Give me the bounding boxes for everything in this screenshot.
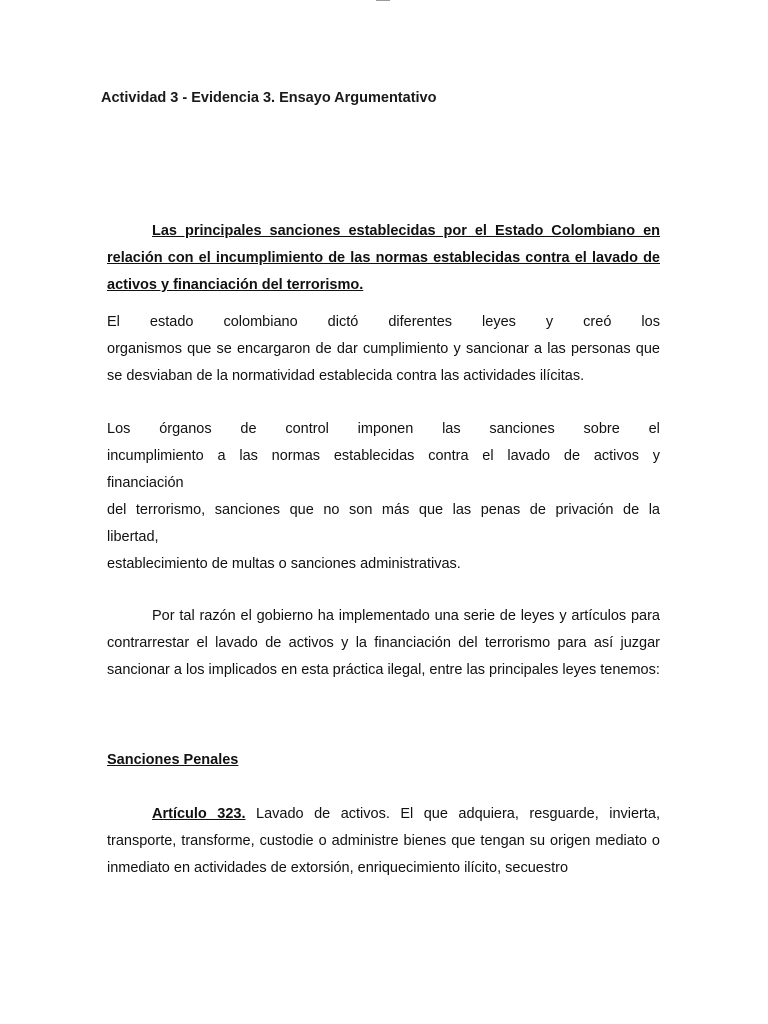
word: creó (583, 314, 612, 330)
word: el (648, 421, 660, 437)
word: estado (149, 314, 194, 330)
paragraph-2-line-3: financiación (107, 475, 184, 491)
article-paragraph (107, 801, 660, 882)
word: sobre (583, 421, 620, 437)
paragraph-2-line-2: incumplimiento a las normas establecidas contra el lavado de activos y (107, 448, 660, 464)
section-title (107, 747, 660, 774)
word: los (641, 314, 660, 330)
word: diferentes (388, 314, 453, 330)
paragraph-2-line-5: libertad, (107, 529, 159, 545)
page-top-mark (376, 0, 390, 1)
paragraph-1-rest: organismos que se encargaron de dar cumplimiento y sancionar a las personas que se desviaban de la normatividad establecida contra las actividades ilícitas. (107, 341, 660, 384)
word: control (285, 421, 329, 437)
document-title: Actividad 3 - Evidencia 3. Ensayo Argumentativo (101, 90, 437, 106)
word: El (107, 314, 120, 330)
article-text: Lavado de activos. El que adquiera, resguarde, invierta, transporte, transforme, custodie o administre bienes que tengan su origen mediato o inmediato en actividades de extorsión, enriquecimiento ilícito, secuestro (107, 806, 660, 876)
word: de (240, 421, 257, 437)
paragraph-2 (107, 416, 660, 578)
essay-heading-text: Las principales sanciones establecidas por el Estado Colombiano en relación con el incumplimiento de las normas establecidas contra el lavado de activos y financiación del terrorismo. (107, 223, 660, 293)
paragraph-2-first-line (107, 416, 660, 443)
word: leyes (482, 314, 516, 330)
article-label: Artículo 323. (152, 806, 246, 822)
essay-heading (107, 218, 660, 299)
paragraph-2-line-6: establecimiento de multas o sanciones administrativas. (107, 556, 461, 572)
word: dictó (327, 314, 359, 330)
word: sanciones (489, 421, 555, 437)
paragraph-1 (107, 309, 660, 390)
word: imponen (357, 421, 414, 437)
paragraph-2-line-4: del terrorismo, sanciones que no son más que las penas de privación de la (107, 502, 660, 518)
word: Los (107, 421, 131, 437)
section-title-text: Sanciones Penales (107, 752, 239, 768)
word: órganos (159, 421, 212, 437)
word: las (442, 421, 461, 437)
word: colombiano (223, 314, 298, 330)
paragraph-1-first-line (107, 309, 660, 336)
paragraph-3: Por tal razón el gobierno ha implementado una serie de leyes y artículos para contrarrestar el lavado de activos y la financiación del terrorismo para así juzgar sancionar a los implicados en esta práctica ilegal, entre las principales leyes tenemos: (107, 608, 660, 678)
word: y (545, 314, 554, 330)
